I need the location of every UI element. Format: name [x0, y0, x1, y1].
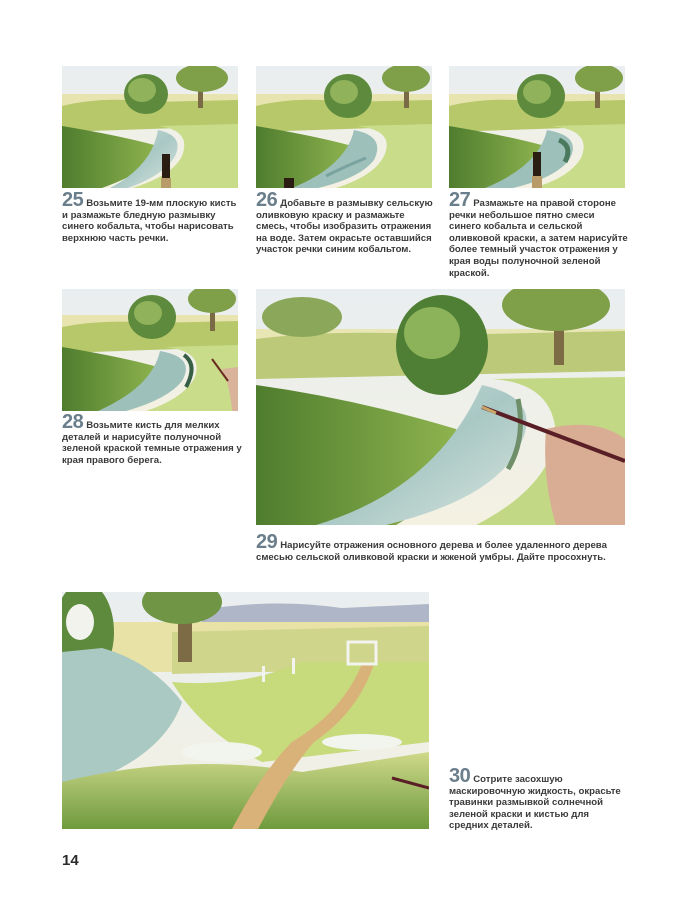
step-25-photo — [62, 66, 238, 188]
step-26-photo — [256, 66, 432, 188]
step-text: Сотрите засохшую маскировочную жидкость, окрасьте травинки размывкой солнечной зеленой краски и кистью для средних деталей. — [449, 774, 621, 832]
step-number: 26 — [256, 189, 278, 211]
step-number: 27 — [449, 189, 471, 211]
step-text: Размажьте на правой стороне речки небольшое пятно смеси синего кобальта и сельской оливковой краски, а затем нарисуйте более темный участок отражения у края воды полуночной зеленой краской. — [449, 198, 628, 279]
step-26-caption — [256, 189, 436, 256]
step-number: 28 — [62, 411, 84, 433]
page-number: 14 — [62, 852, 79, 869]
step-30-caption — [449, 765, 629, 832]
step-number: 29 — [256, 531, 278, 553]
step-text: Возьмите 19-мм плоскую кисть и размажьте бледную размывку синего кобальта, чтобы нарисовать верхнюю часть речки. — [62, 198, 237, 244]
step-30-photo — [62, 592, 429, 829]
step-29-photo — [256, 289, 625, 525]
step-27-photo — [449, 66, 625, 188]
step-27-caption — [449, 189, 629, 279]
step-28-caption — [62, 411, 242, 466]
step-number: 25 — [62, 189, 84, 211]
step-text: Нарисуйте отражения основного дерева и более удаленного дерева смесью сельской оливковой краски и жженой умбры. Дайте просохнуть. — [256, 540, 607, 563]
step-number: 30 — [449, 765, 471, 787]
step-28-photo — [62, 289, 238, 411]
step-text: Возьмите кисть для мелких деталей и нарисуйте полуночной зеленой краской темные отражения у края правого берега. — [62, 420, 242, 466]
step-25-caption — [62, 189, 242, 244]
step-29-caption — [256, 531, 628, 563]
step-text: Добавьте в размывку сельскую оливковую краску и размажьте смесь, чтобы изобразить отражения на воде. Затем окрасьте оставшийся участок речки синим кобальтом. — [256, 198, 433, 256]
